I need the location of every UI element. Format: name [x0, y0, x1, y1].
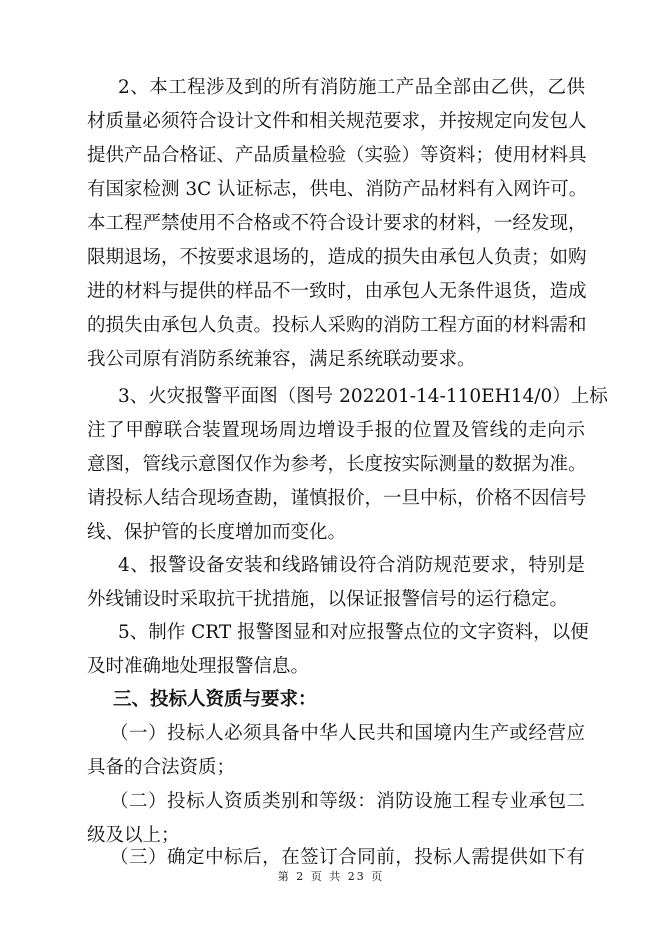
paragraph-line: 3、火灾报警平面图（图号 202201-14-110EH14/0）上标 [118, 386, 608, 407]
paragraph-line: 限期退场，不按要求退场的，造成的损失由承包人负责；如购 [87, 247, 587, 268]
page-footer: 第 2 页 共 23 页 [277, 870, 385, 883]
paragraph-line: 请投标人结合现场查勘，谨慎报价，一旦中标，价格不因信号 [87, 488, 587, 509]
paragraph-line: 材质量必须符合设计文件和相关规范要求，并按规定向发包人 [87, 111, 587, 132]
list-item-line: （一）投标人必须具备中华人民共和国境内生产或经营应 [110, 723, 585, 744]
paragraph-line: 线、保护管的长度增加而变化。 [87, 522, 347, 543]
paragraph-line: 本工程严禁使用不合格或不符合设计要求的材料，一经发现， [87, 213, 587, 234]
paragraph-line: 5、制作 CRT 报警图显和对应报警点位的文字资料，以便 [118, 622, 589, 643]
paragraph-line: 进的材料与提供的样品不一致时，由承包人无条件退货，造成 [87, 281, 587, 302]
paragraph-line: 意图，管线示意图仅作为参考，长度按实际测量的数据为准。 [87, 454, 587, 475]
paragraph-line: 注了甲醇联合装置现场周边增设手报的位置及管线的走向示 [87, 420, 585, 441]
paragraph-line: 提供产品合格证、产品质量检验（实验）等资料；使用材料具 [87, 145, 587, 166]
list-item-line: 具备的合法资质； [87, 757, 236, 778]
paragraph-line: 4、报警设备安装和线路铺设符合消防规范要求，特别是 [118, 555, 585, 576]
paragraph-line: 的损失由承包人负责。投标人采购的消防工程方面的材料需和 [87, 315, 587, 336]
list-item-line: （三）确定中标后，在签订合同前，投标人需提供如下有 [110, 847, 585, 868]
section-heading: 三、投标人资质与要求： [113, 689, 317, 710]
paragraph-line: 有国家检测 3C 认证标志，供电、消防产品材料有入网许可。 [87, 179, 588, 200]
list-item-line: 级及以上； [87, 825, 180, 846]
paragraph-line: 2、本工程涉及到的所有消防施工产品全部由乙供，乙供 [118, 77, 585, 98]
paragraph-line: 及时准确地处理报警信息。 [87, 656, 310, 677]
paragraph-line: 我公司原有消防系统兼容，满足系统联动要求。 [87, 349, 476, 370]
paragraph-line: 外线铺设时采取抗干扰措施，以保证报警信号的运行稳定。 [87, 589, 569, 610]
list-item-line: （二）投标人资质类别和等级：消防设施工程专业承包二 [110, 791, 585, 812]
